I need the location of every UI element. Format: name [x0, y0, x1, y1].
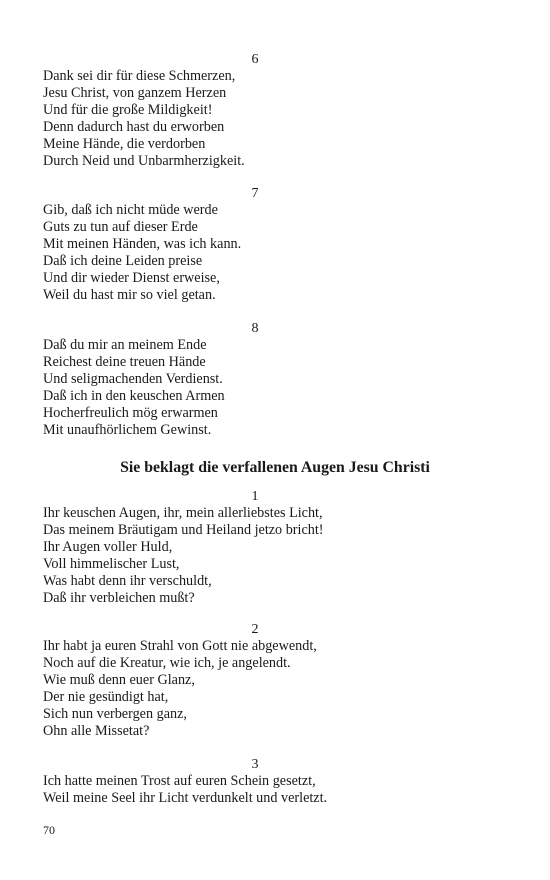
verse-line: Ich hatte meinen Trost auf euren Schein gesetzt,: [43, 773, 316, 789]
verse-line: Noch auf die Kreatur, wie ich, je angelendt.: [43, 655, 291, 671]
verse-line: Daß ich deine Leiden preise: [43, 253, 203, 269]
verse-line: Durch Neid und Unbarmherzigkeit.: [43, 153, 245, 169]
verse-line: Daß du mir an meinem Ende: [43, 337, 207, 353]
verse-line: Wie muß denn euer Glanz,: [43, 672, 195, 688]
verse-line: Hocherfreulich mög erwarmen: [43, 405, 218, 421]
verse-line: Gib, daß ich nicht müde werde: [43, 202, 218, 218]
stanza-number: 3: [251, 757, 259, 772]
verse-line: Ihr keuschen Augen, ihr, mein allerliebstes Licht,: [43, 505, 323, 521]
verse-line: Ohn alle Missetat?: [43, 723, 150, 739]
stanza: [43, 622, 513, 740]
verse-line: Guts zu tun auf dieser Erde: [43, 219, 198, 235]
verse-line: Und seligmachenden Verdienst.: [43, 371, 223, 387]
stanza-number: 7: [251, 186, 259, 201]
stanza: [43, 186, 513, 304]
verse-line: Und dir wieder Dienst erweise,: [43, 270, 220, 286]
verse-line: Was habt denn ihr verschuldt,: [43, 573, 212, 589]
verse-line: Reichest deine treuen Hände: [43, 354, 206, 370]
verse-line: Weil du hast mir so viel getan.: [43, 287, 216, 303]
page-number: 70: [43, 823, 55, 837]
stanza: [43, 757, 513, 807]
stanza-number: 1: [251, 489, 259, 504]
verse-line: Mit unaufhörlichem Gewinst.: [43, 422, 212, 438]
verse-line: Das meinem Bräutigam und Heiland jetzo bricht!: [43, 522, 324, 538]
verse-line: Sich nun verbergen ganz,: [43, 706, 187, 722]
verse-line: Weil meine Seel ihr Licht verdunkelt und verletzt.: [43, 790, 328, 806]
stanza-number: 6: [251, 52, 259, 67]
verse-line: Meine Hände, die verdorben: [43, 136, 206, 152]
verse-line: Mit meinen Händen, was ich kann.: [43, 236, 242, 252]
stanza-number: 2: [251, 622, 259, 637]
stanza: [43, 321, 513, 439]
poem-title: Sie beklagt die verfallenen Augen Jesu Christi: [120, 459, 430, 476]
verse-line: Daß ich in den keuschen Armen: [43, 388, 225, 404]
verse-line: Ihr habt ja euren Strahl von Gott nie abgewendt,: [43, 638, 317, 654]
stanza: [43, 52, 513, 170]
verse-line: Dank sei dir für diese Schmerzen,: [43, 68, 236, 84]
stanza-number: 8: [251, 321, 259, 336]
verse-line: Denn dadurch hast du erworben: [43, 119, 225, 135]
verse-line: Jesu Christ, von ganzem Herzen: [43, 85, 227, 101]
verse-line: Daß ihr verbleichen mußt?: [43, 590, 195, 606]
stanza: [43, 489, 513, 607]
verse-line: Ihr Augen voller Huld,: [43, 539, 173, 555]
verse-line: Voll himmelischer Lust,: [43, 556, 180, 572]
verse-line: Der nie gesündigt hat,: [43, 689, 169, 705]
verse-line: Und für die große Mildigkeit!: [43, 102, 213, 118]
